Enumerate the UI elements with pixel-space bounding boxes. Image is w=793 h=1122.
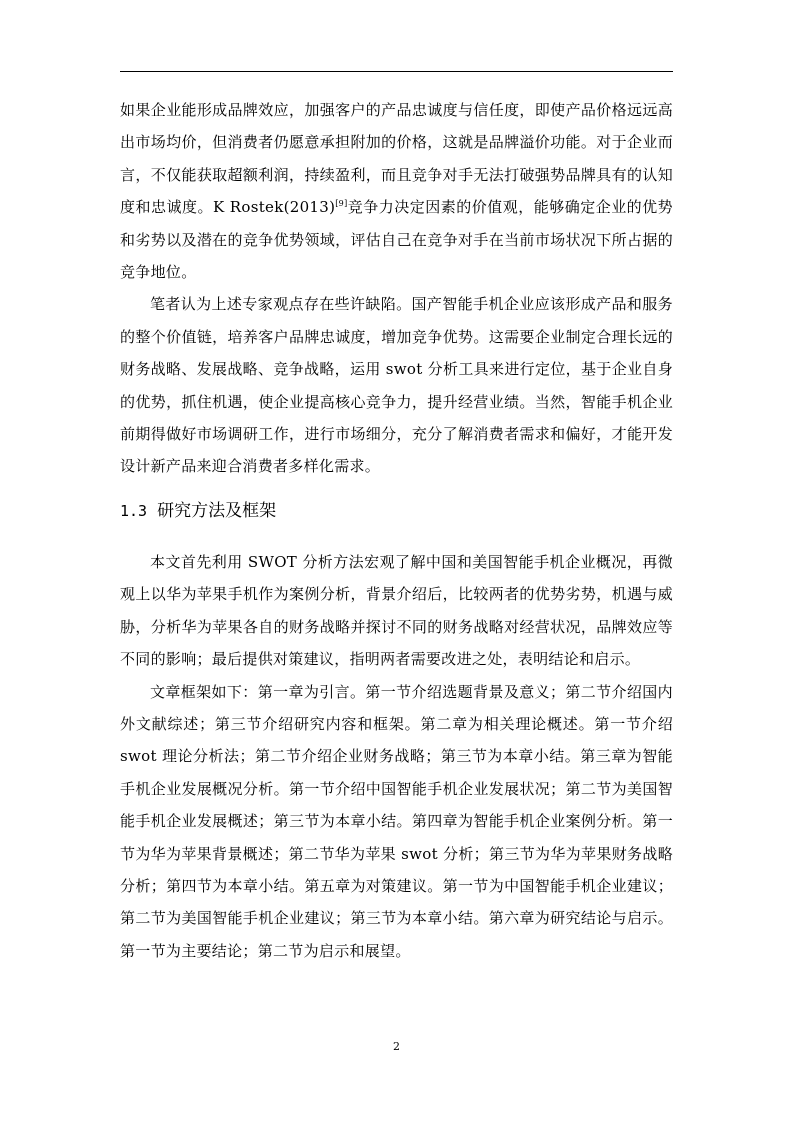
header-rule (120, 71, 673, 72)
paragraph-research-method: 本文首先利用 SWOT 分析方法宏观了解中国和美国智能手机企业概况，再微观上以华为苹果手机作为案例分析，背景介绍后，比较两者的优势劣势，机遇与威胁，分析华为苹果各自的财务战略并探讨不同的财务战略对经营状况，品牌效应等不同的影响；最后提供对策建议，指明两者需要改进之处，表明结论和启示。 (120, 552, 673, 669)
section-title: 研究方法及框架 (157, 500, 277, 521)
paragraph-author-view: 笔者认为上述专家观点存在些许缺陷。国产智能手机企业应该形成产品和服务的整个价值链，培养客户品牌忠诚度，增加竞争优势。这需要企业制定合理长远的财务战略、发展战略、竞争战略，运用 swot 分析工具来进行定位，基于企业自身的优势，抓住机遇，使企业提高核心竞争力，提升经营业绩。当然，智能手机企业前期得做好市场调研工作，进行市场细分，充分了解消费者需求和偏好，才能开发设计新产品来迎合消费者多样化需求。 (120, 295, 673, 476)
section-heading (120, 499, 673, 523)
section-number: 1.3 (120, 501, 148, 520)
page-number: 2 (393, 1040, 400, 1053)
citation-reference: [9] (335, 199, 348, 209)
paragraph-brand-premium (120, 94, 673, 288)
paragraph-text: 如果企业能形成品牌效应，加强客户的产品忠诚度与信任度，即使产品价格远远高出市场均价，但消费者仍愿意承担附加的价格，这就是品牌溢价功能。对于企业而言，不仅能获取超额利润，持续盈利，而且竞争对手无法打破强势品牌具有的认知度和忠诚度。K Rostek(2013) (120, 101, 673, 217)
paragraph-framework: 文章框架如下：第一章为引言。第一节介绍选题背景及意义；第二节介绍国内外文献综述；第三节介绍研究内容和框架。第二章为相关理论概述。第一节介绍 swot 理论分析法；第二节介绍企业财务战略；第三节为本章小结。第三章为智能手机企业发展概况分析。第一节介绍中国智能手机企业发展状况；第二节为美国智能手机企业发展概述；第三节为本章小结。第四章为智能手机企业案例分析。第一节为华为苹果背景概述；第二节华为苹果 swot 分析；第三节为华为苹果财务战略分析；第四节为本章小结。第五章为对策建议。第一节为中国智能手机企业建议；第二节为美国智能手机企业建议；第三节为本章小结。第六章为研究结论与启示。第一节为主要结论；第二节为启示和展望。 (120, 682, 673, 960)
page-body (120, 94, 673, 967)
paragraph-text: 竞争力决定因素的价值观，能够确定企业的优势和劣势以及潜在的竞争优势领域，评估自己在竞争对手在当前市场状况下所占据的竞争地位。 (120, 198, 673, 282)
